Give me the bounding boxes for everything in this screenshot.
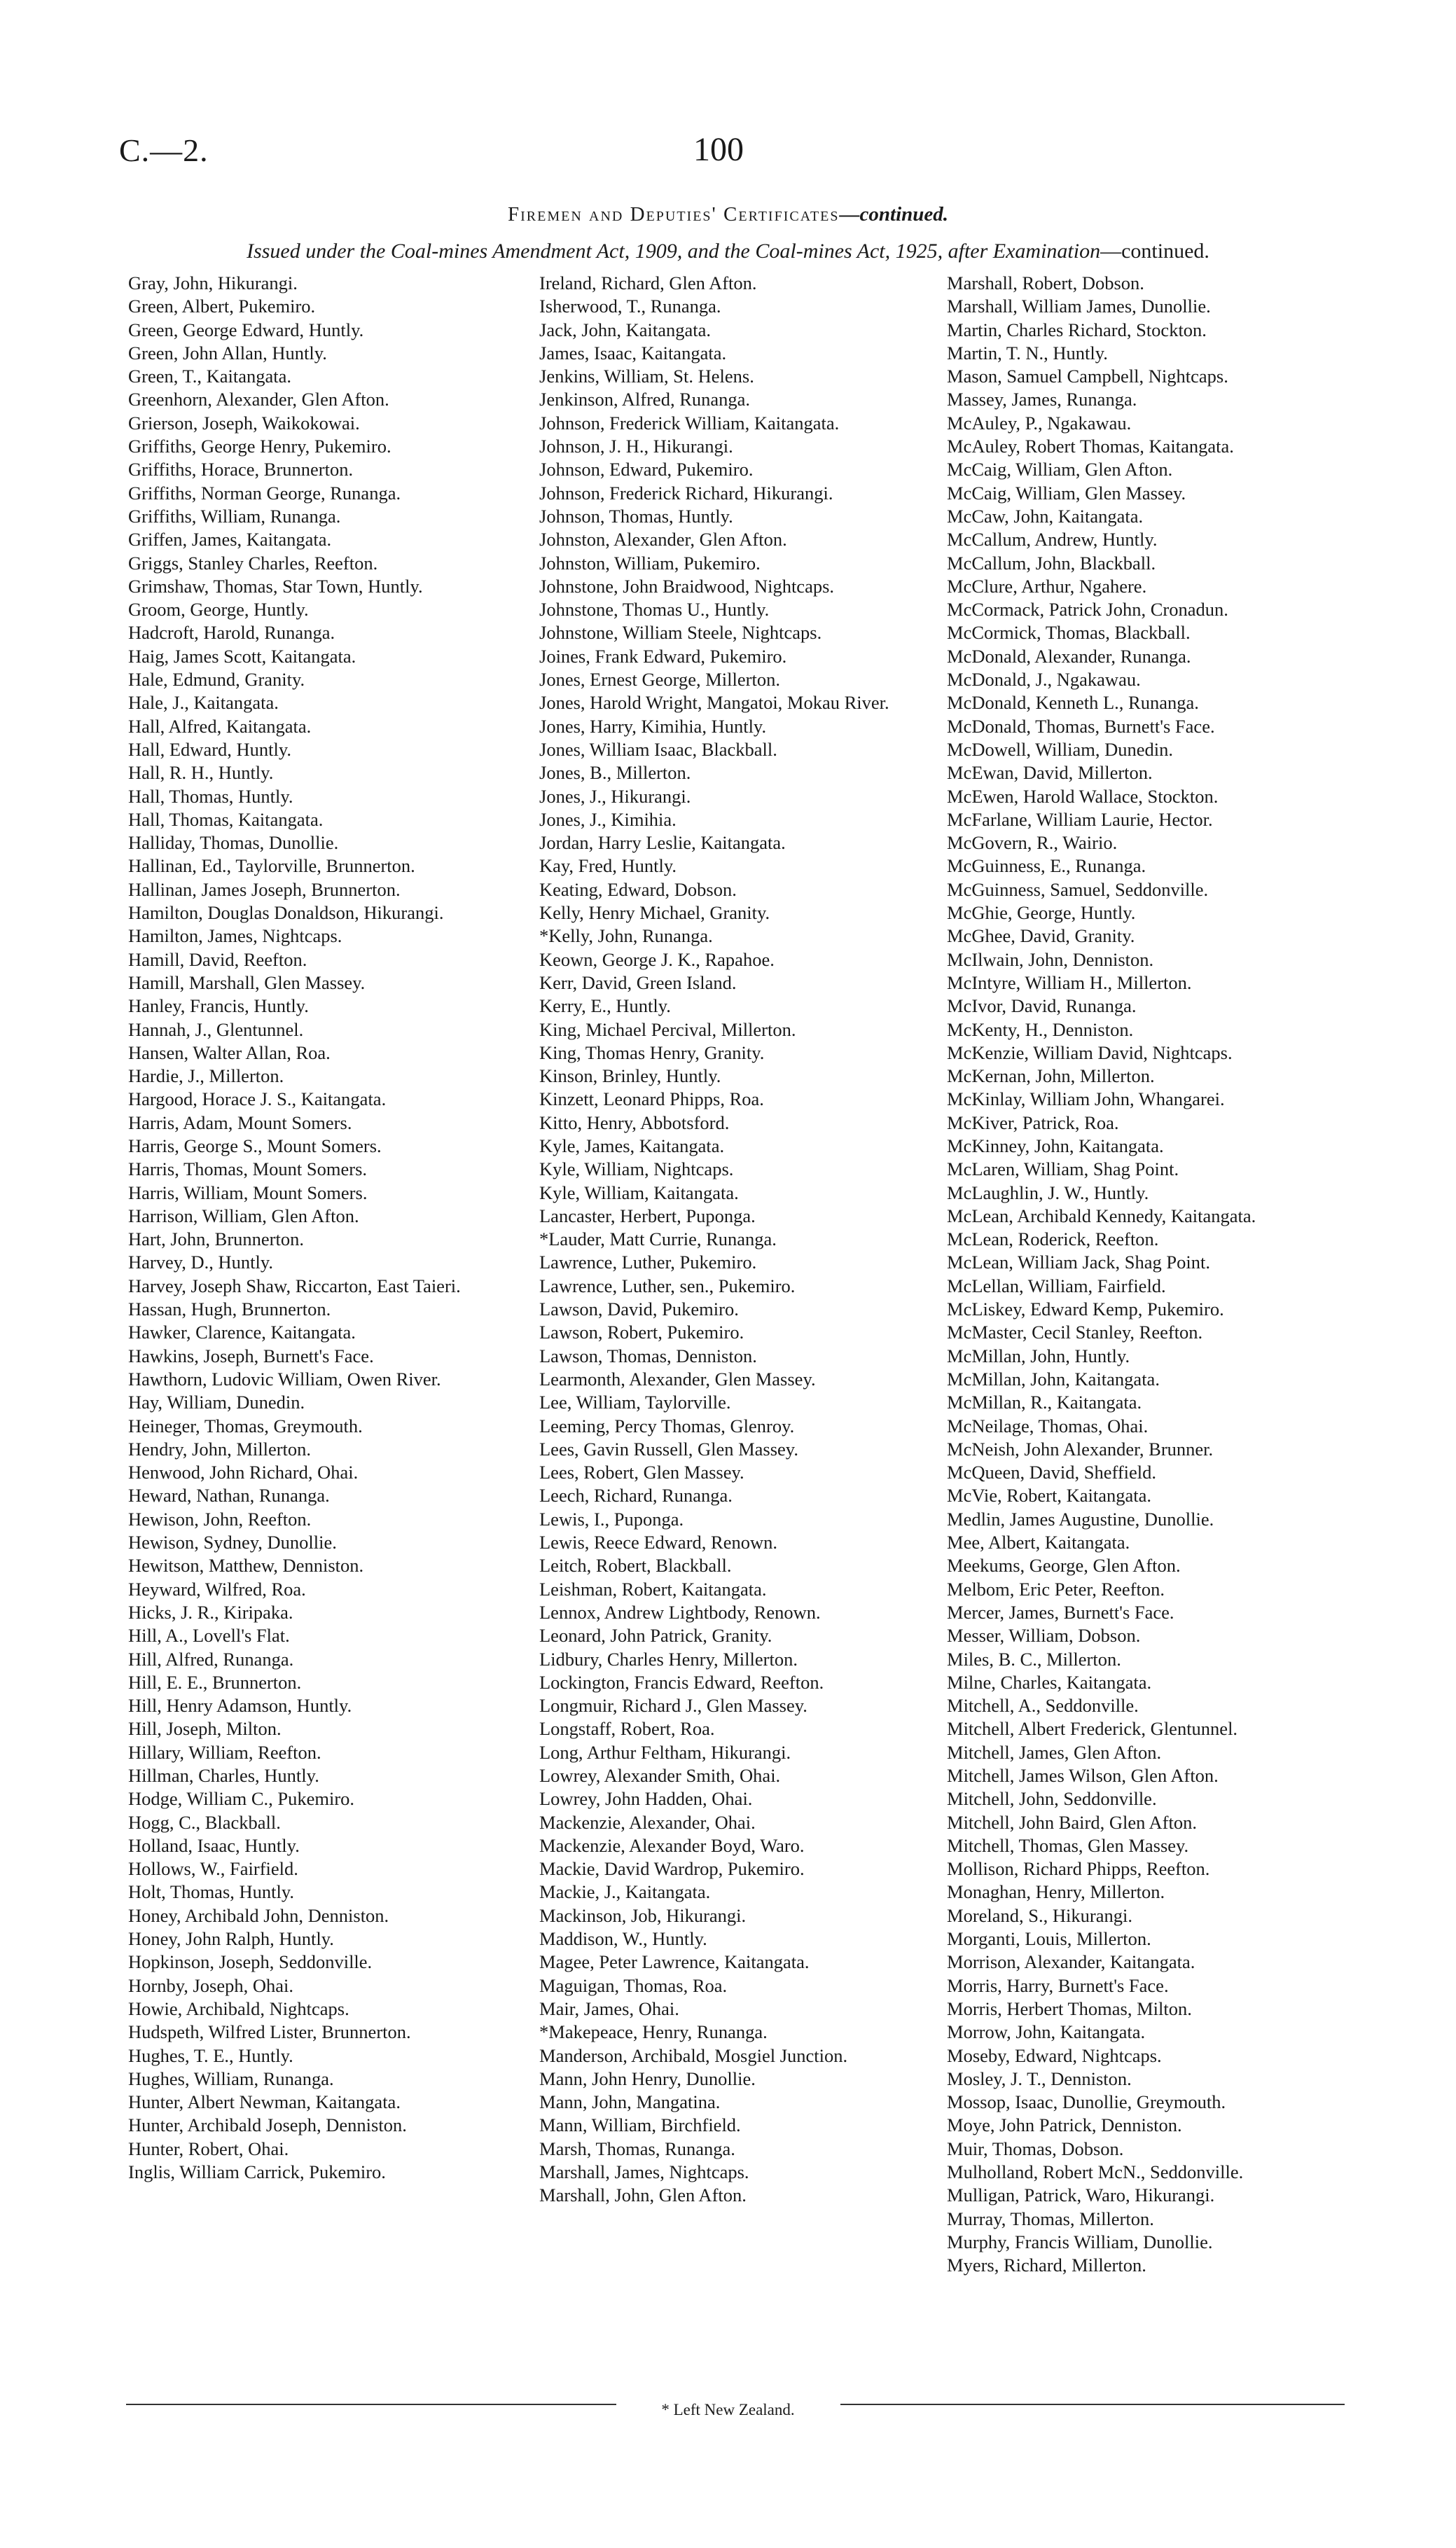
certificate-entry: McVie, Robert, Kaitangata.: [947, 1485, 1152, 1507]
certificate-entry: Jones, J., Kimihia.: [539, 808, 677, 830]
certificate-entry: McClure, Arthur, Ngahere.: [947, 575, 1147, 597]
certificate-entry: Lancaster, Herbert, Puponga.: [539, 1205, 756, 1226]
certificate-entry: Kerr, David, Green Island.: [539, 971, 737, 993]
certificate-entry: King, Michael Percival, Millerton.: [539, 1018, 796, 1040]
certificate-entry: McLean, Archibald Kennedy, Kaitangata.: [947, 1205, 1256, 1226]
certificate-entry: Melbom, Eric Peter, Reefton.: [947, 1578, 1165, 1600]
certificate-entry: Harrison, William, Glen Afton.: [128, 1205, 359, 1226]
certificate-entry: Jones, Harry, Kimihia, Huntly.: [539, 715, 767, 737]
certificate-entry: Mackie, J., Kaitangata.: [539, 1881, 711, 1903]
certificate-entry: Messer, William, Dobson.: [947, 1625, 1141, 1647]
certificate-entry: Longstaff, Robert, Roa.: [539, 1718, 715, 1740]
certificate-entry: Jones, William Isaac, Blackball.: [539, 738, 777, 760]
certificate-entry: Mackie, David Wardrop, Pukemiro.: [539, 1858, 805, 1880]
certificate-entry: Hogg, C., Blackball.: [128, 1811, 281, 1833]
certificate-entry: Hannah, J., Glentunnel.: [128, 1018, 304, 1040]
certificate-entry: Howie, Archibald, Nightcaps.: [128, 1997, 349, 2019]
certificate-entry: Johnson, Frederick William, Kaitangata.: [539, 412, 840, 434]
certificate-entry: McGovern, R., Wairio.: [947, 832, 1118, 854]
certificate-entry: Griffiths, William, Runanga.: [128, 505, 341, 527]
certificate-entry: Hillary, William, Reefton.: [128, 1741, 321, 1763]
certificate-entry: McKinlay, William John, Whangarei.: [947, 1088, 1225, 1110]
certificate-entry: Kelly, Henry Michael, Granity.: [539, 902, 770, 924]
certificate-entry: Green, George Edward, Huntly.: [128, 319, 364, 340]
certificate-entry: Hawthorn, Ludovic William, Owen River.: [128, 1368, 441, 1390]
certificate-entry: Mulholland, Robert McN., Seddonville.: [947, 2161, 1244, 2183]
certificate-entry: Mitchell, James, Glen Afton.: [947, 1741, 1162, 1763]
certificate-entry: Mackenzie, Alexander Boyd, Waro.: [539, 1834, 805, 1856]
certificate-entry: McGuinness, Samuel, Seddonville.: [947, 878, 1209, 900]
certificate-entry: Hollows, W., Fairfield.: [128, 1858, 298, 1880]
certificate-entry: Martin, Charles Richard, Stockton.: [947, 319, 1207, 340]
certificate-entry: Hunter, Albert Newman, Kaitangata.: [128, 2091, 401, 2113]
certificate-entry: Morganti, Louis, Millerton.: [947, 1928, 1151, 1950]
certificate-entry: Mercer, James, Burnett's Face.: [947, 1601, 1174, 1623]
certificate-entry: Longmuir, Richard J., Glen Massey.: [539, 1695, 807, 1717]
certificate-entry: Harvey, Joseph Shaw, Riccarton, East Taieri.: [128, 1275, 461, 1296]
certificate-entry: McEwen, Harold Wallace, Stockton.: [947, 785, 1219, 807]
certificate-entry: Heineger, Thomas, Greymouth.: [128, 1415, 363, 1436]
certificate-entry: Holland, Isaac, Huntly.: [128, 1834, 300, 1856]
certificate-entry: Mee, Albert, Kaitangata.: [947, 1532, 1130, 1553]
certificate-entry: Jones, B., Millerton.: [539, 762, 691, 784]
certificate-entry: Hill, Henry Adamson, Huntly.: [128, 1695, 352, 1717]
certificate-entry: Mackinson, Job, Hikurangi.: [539, 1904, 747, 1926]
certificate-entry: Hunter, Robert, Ohai.: [128, 2138, 289, 2159]
certificate-entry: Mackenzie, Alexander, Ohai.: [539, 1811, 756, 1833]
certificate-entry: Myers, Richard, Millerton.: [947, 2255, 1146, 2276]
certificate-entry: Green, Albert, Pukemiro.: [128, 296, 316, 317]
certificate-entry: Massey, James, Runanga.: [947, 389, 1137, 410]
certificate-entry: Harvey, D., Huntly.: [128, 1252, 274, 1273]
certificate-entry: Green, T., Kaitangata.: [128, 366, 292, 387]
certificate-entry: McKinney, John, Kaitangata.: [947, 1135, 1164, 1156]
certificate-entry: Hillman, Charles, Huntly.: [128, 1765, 319, 1786]
certificate-entry: Hughes, T. E., Huntly.: [128, 2044, 293, 2066]
certificate-entry: Mitchell, A., Seddonville.: [947, 1695, 1139, 1717]
certificate-entry: Lawson, Robert, Pukemiro.: [539, 1322, 744, 1343]
certificate-entry: McNeilage, Thomas, Ohai.: [947, 1415, 1149, 1436]
certificate-entry: McCaig, William, Glen Afton.: [947, 459, 1173, 480]
certificate-entry: Johnstone, Thomas U., Huntly.: [539, 599, 770, 621]
certificate-entry: Hanley, Francis, Huntly.: [128, 995, 309, 1017]
certificate-entry: Hamill, Marshall, Glen Massey.: [128, 971, 366, 993]
certificate-entry: Jenkinson, Alfred, Runanga.: [539, 389, 751, 410]
certificate-entry: Harris, Thomas, Mount Somers.: [128, 1158, 368, 1180]
certificate-entry: McCaig, William, Glen Massey.: [947, 482, 1186, 504]
certificate-entry: Morris, Herbert Thomas, Milton.: [947, 1997, 1192, 2019]
certificate-entry: McLellan, William, Fairfield.: [947, 1275, 1166, 1296]
certificate-entry: Hall, R. H., Huntly.: [128, 762, 274, 784]
certificate-entry: Marshall, Robert, Dobson.: [947, 272, 1144, 293]
certificate-entry: Marshall, William James, Dunollie.: [947, 296, 1211, 317]
page-number: 100: [693, 131, 744, 168]
certificate-entry: Grierson, Joseph, Waikokowai.: [128, 412, 360, 434]
certificate-entry: McCaw, John, Kaitangata.: [947, 505, 1144, 527]
certificate-entry: McKiver, Patrick, Roa.: [947, 1112, 1119, 1133]
certificate-entry: Henwood, John Richard, Ohai.: [128, 1462, 359, 1483]
certificate-entry: Hill, Joseph, Milton.: [128, 1718, 282, 1740]
certificate-entry: McCallum, John, Blackball.: [947, 552, 1156, 574]
certificate-entry: Mann, William, Birchfield.: [539, 2114, 741, 2136]
certificate-entry: Hale, Edmund, Granity.: [128, 669, 305, 691]
certificate-entry: Honey, Archibald John, Denniston.: [128, 1904, 389, 1926]
certificate-entry: McFarlane, William Laurie, Hector.: [947, 808, 1213, 830]
certificate-entry: Long, Arthur Feltham, Hikurangi.: [539, 1741, 791, 1763]
certificate-entry: Hay, William, Dunedin.: [128, 1392, 305, 1413]
certificate-entry: Mason, Samuel Campbell, Nightcaps.: [947, 366, 1228, 387]
certificate-entry: Holt, Thomas, Huntly.: [128, 1881, 295, 1903]
certificate-entry: Miles, B. C., Millerton.: [947, 1648, 1121, 1670]
certificate-entry: Marshall, John, Glen Afton.: [539, 2185, 747, 2206]
certificate-entry: Lawrence, Luther, Pukemiro.: [539, 1252, 757, 1273]
certificate-entry: Hodge, William C., Pukemiro.: [128, 1788, 355, 1810]
certificate-entry: McLean, Roderick, Reefton.: [947, 1228, 1159, 1250]
certificate-entry: Moseby, Edward, Nightcaps.: [947, 2044, 1162, 2066]
certificate-entry: Hassan, Hugh, Brunnerton.: [128, 1299, 331, 1320]
certificate-entry: Kyle, James, Kaitangata.: [539, 1135, 725, 1156]
certificate-entry: Hart, John, Brunnerton.: [128, 1228, 304, 1250]
certificate-entry: McDowell, William, Dunedin.: [947, 738, 1174, 760]
certificate-entry: Hamill, David, Reefton.: [128, 948, 307, 970]
certificate-entry: Murphy, Francis William, Dunollie.: [947, 2231, 1213, 2252]
certificate-entry: McDonald, Kenneth L., Runanga.: [947, 692, 1199, 714]
certificate-entry: Leech, Richard, Runanga.: [539, 1485, 733, 1507]
certificate-entry: Medlin, James Augustine, Dunollie.: [947, 1508, 1214, 1530]
certificate-entry: Lewis, Reece Edward, Renown.: [539, 1532, 777, 1553]
certificate-entry: Jordan, Harry Leslie, Kaitangata.: [539, 832, 786, 854]
certificate-entry: Mitchell, James Wilson, Glen Afton.: [947, 1765, 1219, 1786]
name-column-3: [947, 272, 1339, 2278]
certificate-entry: Mair, James, Ohai.: [539, 1997, 679, 2019]
certificate-entry: Lennox, Andrew Lightbody, Renown.: [539, 1601, 821, 1623]
certificate-entry: Hall, Thomas, Huntly.: [128, 785, 293, 807]
certificate-entry: Maddison, W., Huntly.: [539, 1928, 707, 1950]
certificate-entry: Ireland, Richard, Glen Afton.: [539, 272, 757, 293]
certificate-entry: Greenhorn, Alexander, Glen Afton.: [128, 389, 389, 410]
certificate-entry: Hughes, William, Runanga.: [128, 2068, 334, 2089]
certificate-entry: Jones, Harold Wright, Mangatoi, Mokau River.: [539, 692, 889, 714]
certificate-entry: Moreland, S., Hikurangi.: [947, 1904, 1132, 1926]
certificate-entry: Griffiths, George Henry, Pukemiro.: [128, 436, 391, 457]
certificate-entry: Hallinan, James Joseph, Brunnerton.: [128, 878, 401, 900]
certificate-entry: McGhee, David, Granity.: [947, 925, 1135, 947]
certificate-entry: McDonald, Thomas, Burnett's Face.: [947, 715, 1215, 737]
certificate-entry: Jenkins, William, St. Helens.: [539, 366, 754, 387]
section-title: [0, 203, 1456, 226]
certificate-entry: Hargood, Horace J. S., Kaitangata.: [128, 1088, 387, 1110]
certificate-entry: McNeish, John Alexander, Brunner.: [947, 1438, 1214, 1460]
section-title-continued: —continued.: [839, 203, 949, 226]
certificate-entry: Hale, J., Kaitangata.: [128, 692, 279, 714]
certificate-entry: Lockington, Francis Edward, Reefton.: [539, 1671, 824, 1693]
certificate-entry: McKernan, John, Millerton.: [947, 1065, 1155, 1087]
certificate-entry: Griffiths, Norman George, Runanga.: [128, 482, 401, 504]
certificate-entry: Hamilton, Douglas Donaldson, Hikurangi.: [128, 902, 444, 924]
certificate-entry: McIvor, David, Runanga.: [947, 995, 1137, 1017]
certificate-entry: Kinzett, Leonard Phipps, Roa.: [539, 1088, 764, 1110]
certificate-entry: Honey, John Ralph, Huntly.: [128, 1928, 334, 1950]
certificate-entry: Jack, John, Kaitangata.: [539, 319, 712, 340]
certificate-entry: McIntyre, William H., Millerton.: [947, 971, 1192, 993]
certificate-entry: McCormack, Patrick John, Cronadun.: [947, 599, 1228, 621]
section-subtitle-text: Issued under the Coal-mines Amendment Act, 1909, and the Coal-mines Act, 1925, after Examination: [247, 240, 1101, 263]
certificate-entry: Griffiths, Horace, Brunnerton.: [128, 459, 354, 480]
certificate-entry: Harris, William, Mount Somers.: [128, 1182, 368, 1203]
certificate-entry: McAuley, Robert Thomas, Kaitangata.: [947, 436, 1234, 457]
certificate-entry: Johnston, William, Pukemiro.: [539, 552, 761, 574]
certificate-entry: Heward, Nathan, Runanga.: [128, 1485, 330, 1507]
certificate-entry: Hendry, John, Millerton.: [128, 1438, 312, 1460]
certificate-entry: Morris, Harry, Burnett's Face.: [947, 1974, 1169, 1996]
certificate-entry: Mitchell, John Baird, Glen Afton.: [947, 1811, 1197, 1833]
certificate-entry: Mosley, J. T., Denniston.: [947, 2068, 1132, 2089]
certificate-entry: Morrow, John, Kaitangata.: [947, 2021, 1146, 2043]
certificate-entry: Hicks, J. R., Kiripaka.: [128, 1601, 293, 1623]
certificate-entry: Hawkins, Joseph, Burnett's Face.: [128, 1345, 374, 1366]
certificate-entry: McEwan, David, Millerton.: [947, 762, 1153, 784]
certificate-entry: Lawrence, Luther, sen., Pukemiro.: [539, 1275, 796, 1296]
certificate-entry: Mollison, Richard Phipps, Reefton.: [947, 1858, 1210, 1880]
certificate-entry: Leishman, Robert, Kaitangata.: [539, 1578, 767, 1600]
certificate-entry: *Kelly, John, Runanga.: [539, 925, 713, 947]
certificate-entry: Green, John Allan, Huntly.: [128, 342, 327, 363]
certificate-entry: Hewitson, Matthew, Denniston.: [128, 1555, 364, 1577]
certificate-entry: Mitchell, Albert Frederick, Glentunnel.: [947, 1718, 1238, 1740]
section-subtitle: [0, 240, 1456, 263]
certificate-entry: *Lauder, Matt Currie, Runanga.: [539, 1228, 777, 1250]
certificate-entry: McMillan, John, Huntly.: [947, 1345, 1130, 1366]
certificate-entry: Leitch, Robert, Blackball.: [539, 1555, 732, 1577]
certificate-entry: Hamilton, James, Nightcaps.: [128, 925, 342, 947]
certificate-entry: Johnston, Alexander, Glen Afton.: [539, 529, 787, 551]
certificate-entry: Hudspeth, Wilfred Lister, Brunnerton.: [128, 2021, 411, 2043]
certificate-entry: McAuley, P., Ngakawau.: [947, 412, 1132, 434]
name-column-1: [128, 272, 520, 2184]
certificate-entry: Hunter, Archibald Joseph, Denniston.: [128, 2114, 407, 2136]
certificate-entry: Hadcroft, Harold, Runanga.: [128, 622, 335, 644]
certificate-entry: McKenzie, William David, Nightcaps.: [947, 1041, 1233, 1063]
certificate-entry: Harris, George S., Mount Somers.: [128, 1135, 382, 1156]
certificate-entry: Haig, James Scott, Kaitangata.: [128, 645, 356, 667]
certificate-entry: Hill, A., Lovell's Flat.: [128, 1625, 290, 1647]
certificate-entry: Hewison, John, Reefton.: [128, 1508, 312, 1530]
certificate-entry: Hopkinson, Joseph, Seddonville.: [128, 1951, 373, 1973]
certificate-entry: McDonald, Alexander, Runanga.: [947, 645, 1191, 667]
certificate-entry: Kyle, William, Kaitangata.: [539, 1182, 739, 1203]
certificate-entry: Joines, Frank Edward, Pukemiro.: [539, 645, 787, 667]
certificate-entry: Mitchell, John, Seddonville.: [947, 1788, 1157, 1810]
certificate-entry: Marshall, James, Nightcaps.: [539, 2161, 749, 2183]
certificate-entry: Halliday, Thomas, Dunollie.: [128, 832, 339, 854]
certificate-entry: Groom, George, Huntly.: [128, 599, 309, 621]
certificate-entry: Keating, Edward, Dobson.: [539, 878, 737, 900]
certificate-entry: Mossop, Isaac, Dunollie, Greymouth.: [947, 2091, 1226, 2113]
certificate-entry: Monaghan, Henry, Millerton.: [947, 1881, 1165, 1903]
certificate-entry: Lewis, I., Puponga.: [539, 1508, 684, 1530]
certificate-entry: Johnson, J. H., Hikurangi.: [539, 436, 733, 457]
certificate-entry: Grimshaw, Thomas, Star Town, Huntly.: [128, 575, 423, 597]
certificate-entry: Hardie, J., Millerton.: [128, 1065, 284, 1087]
certificate-entry: Magee, Peter Lawrence, Kaitangata.: [539, 1951, 810, 1973]
certificate-entry: Manderson, Archibald, Mosgiel Junction.: [539, 2044, 848, 2066]
certificate-entry: Lees, Robert, Glen Massey.: [539, 1462, 744, 1483]
certificate-entry: Meekums, George, Glen Afton.: [947, 1555, 1181, 1577]
certificate-entry: Lowrey, John Hadden, Ohai.: [539, 1788, 753, 1810]
certificate-entry: McIlwain, John, Denniston.: [947, 948, 1154, 970]
certificate-entry: Kerry, E., Huntly.: [539, 995, 671, 1017]
certificate-entry: Martin, T. N., Huntly.: [947, 342, 1108, 363]
certificate-entry: Mitchell, Thomas, Glen Massey.: [947, 1834, 1189, 1856]
certificate-entry: Leeming, Percy Thomas, Glenroy.: [539, 1415, 795, 1436]
certificate-entry: Hall, Edward, Huntly.: [128, 738, 292, 760]
certificate-entry: McGuinness, E., Runanga.: [947, 855, 1146, 877]
certificate-entry: Griffen, James, Kaitangata.: [128, 529, 332, 551]
certificate-entry: Mulligan, Patrick, Waro, Hikurangi.: [947, 2185, 1215, 2206]
certificate-entry: Johnstone, John Braidwood, Nightcaps.: [539, 575, 835, 597]
section-title-text: Firemen and Deputies' Certificates: [507, 203, 840, 226]
certificate-entry: Isherwood, T., Runanga.: [539, 296, 721, 317]
certificate-entry: Lee, William, Taylorville.: [539, 1392, 731, 1413]
certificate-entry: Hewison, Sydney, Dunollie.: [128, 1532, 337, 1553]
certificate-entry: Milne, Charles, Kaitangata.: [947, 1671, 1152, 1693]
certificate-entry: Learmonth, Alexander, Glen Massey.: [539, 1368, 816, 1390]
certificate-entry: McMaster, Cecil Stanley, Reefton.: [947, 1322, 1203, 1343]
certificate-entry: Muir, Thomas, Dobson.: [947, 2138, 1124, 2159]
certificate-entry: McKenty, H., Denniston.: [947, 1018, 1134, 1040]
certificate-entry: Kitto, Henry, Abbotsford.: [539, 1112, 730, 1133]
certificate-entry: Johnson, Edward, Pukemiro.: [539, 459, 754, 480]
certificate-entry: Kinson, Brinley, Huntly.: [539, 1065, 721, 1087]
certificate-entry: Hawker, Clarence, Kaitangata.: [128, 1322, 356, 1343]
certificate-entry: James, Isaac, Kaitangata.: [539, 342, 727, 363]
certificate-entry: Morrison, Alexander, Kaitangata.: [947, 1951, 1195, 1973]
certificate-entry: Lowrey, Alexander Smith, Ohai.: [539, 1765, 781, 1786]
certificate-entry: Lidbury, Charles Henry, Millerton.: [539, 1648, 798, 1670]
certificate-entry: McCallum, Andrew, Huntly.: [947, 529, 1158, 551]
footnote: * Left New Zealand.: [661, 2401, 795, 2418]
certificate-entry: Hansen, Walter Allan, Roa.: [128, 1041, 331, 1063]
certificate-entry: Mann, John Henry, Dunollie.: [539, 2068, 756, 2089]
certificate-entry: Hall, Thomas, Kaitangata.: [128, 808, 324, 830]
certificate-entry: Inglis, William Carrick, Pukemiro.: [128, 2161, 386, 2183]
name-column-2: [539, 272, 931, 2208]
certificate-entry: Murray, Thomas, Millerton.: [947, 2208, 1154, 2229]
certificate-entry: Maguigan, Thomas, Roa.: [539, 1974, 728, 1996]
certificate-entry: McLiskey, Edward Kemp, Pukemiro.: [947, 1299, 1224, 1320]
certificate-entry: Kyle, William, Nightcaps.: [539, 1158, 734, 1180]
certificate-entry: Marsh, Thomas, Runanga.: [539, 2138, 735, 2159]
certificate-entry: Keown, George J. K., Rapahoe.: [539, 948, 775, 970]
certificate-entry: King, Thomas Henry, Granity.: [539, 1041, 765, 1063]
certificate-entry: Harris, Adam, Mount Somers.: [128, 1112, 352, 1133]
certificate-entry: Hill, Alfred, Runanga.: [128, 1648, 294, 1670]
certificate-entry: Johnson, Frederick Richard, Hikurangi.: [539, 482, 833, 504]
certificate-entry: Jones, Ernest George, Millerton.: [539, 669, 780, 691]
certificate-entry: McDonald, J., Ngakawau.: [947, 669, 1141, 691]
certificate-entry: Hill, E. E., Brunnerton.: [128, 1671, 302, 1693]
certificate-entry: McLaren, William, Shag Point.: [947, 1158, 1179, 1180]
certificate-entry: Heyward, Wilfred, Roa.: [128, 1578, 306, 1600]
certificate-entry: Johnson, Thomas, Huntly.: [539, 505, 733, 527]
certificate-entry: Moye, John Patrick, Denniston.: [947, 2114, 1182, 2136]
certificate-entry: Kay, Fred, Huntly.: [539, 855, 677, 877]
certificate-entry: McCormick, Thomas, Blackball.: [947, 622, 1191, 644]
certificate-entry: McLaughlin, J. W., Huntly.: [947, 1182, 1149, 1203]
section-subtitle-continued: —continued.: [1100, 240, 1209, 263]
certificate-entry: Hall, Alfred, Kaitangata.: [128, 715, 312, 737]
certificate-entry: Johnstone, William Steele, Nightcaps.: [539, 622, 822, 644]
certificate-entry: Lawson, Thomas, Denniston.: [539, 1345, 757, 1366]
certificate-entry: Hallinan, Ed., Taylorville, Brunnerton.: [128, 855, 415, 877]
certificate-entry: *Makepeace, Henry, Runanga.: [539, 2021, 768, 2043]
certificate-entry: McMillan, R., Kaitangata.: [947, 1392, 1142, 1413]
certificate-entry: McQueen, David, Sheffield.: [947, 1462, 1157, 1483]
certificate-entry: Lawson, David, Pukemiro.: [539, 1299, 739, 1320]
certificate-entry: Lees, Gavin Russell, Glen Massey.: [539, 1438, 798, 1460]
certificate-entry: Hornby, Joseph, Ohai.: [128, 1974, 294, 1996]
report-reference: C.—2.: [119, 132, 209, 168]
certificate-entry: Jones, J., Hikurangi.: [539, 785, 691, 807]
certificate-entry: McLean, William Jack, Shag Point.: [947, 1252, 1211, 1273]
certificate-entry: McGhie, George, Huntly.: [947, 902, 1136, 924]
certificate-entry: Mann, John, Mangatina.: [539, 2091, 721, 2113]
certificate-entry: Gray, John, Hikurangi.: [128, 272, 298, 293]
certificate-entry: Leonard, John Patrick, Granity.: [539, 1625, 772, 1647]
certificate-entry: McMillan, John, Kaitangata.: [947, 1368, 1160, 1390]
certificate-entry: Griggs, Stanley Charles, Reefton.: [128, 552, 378, 574]
